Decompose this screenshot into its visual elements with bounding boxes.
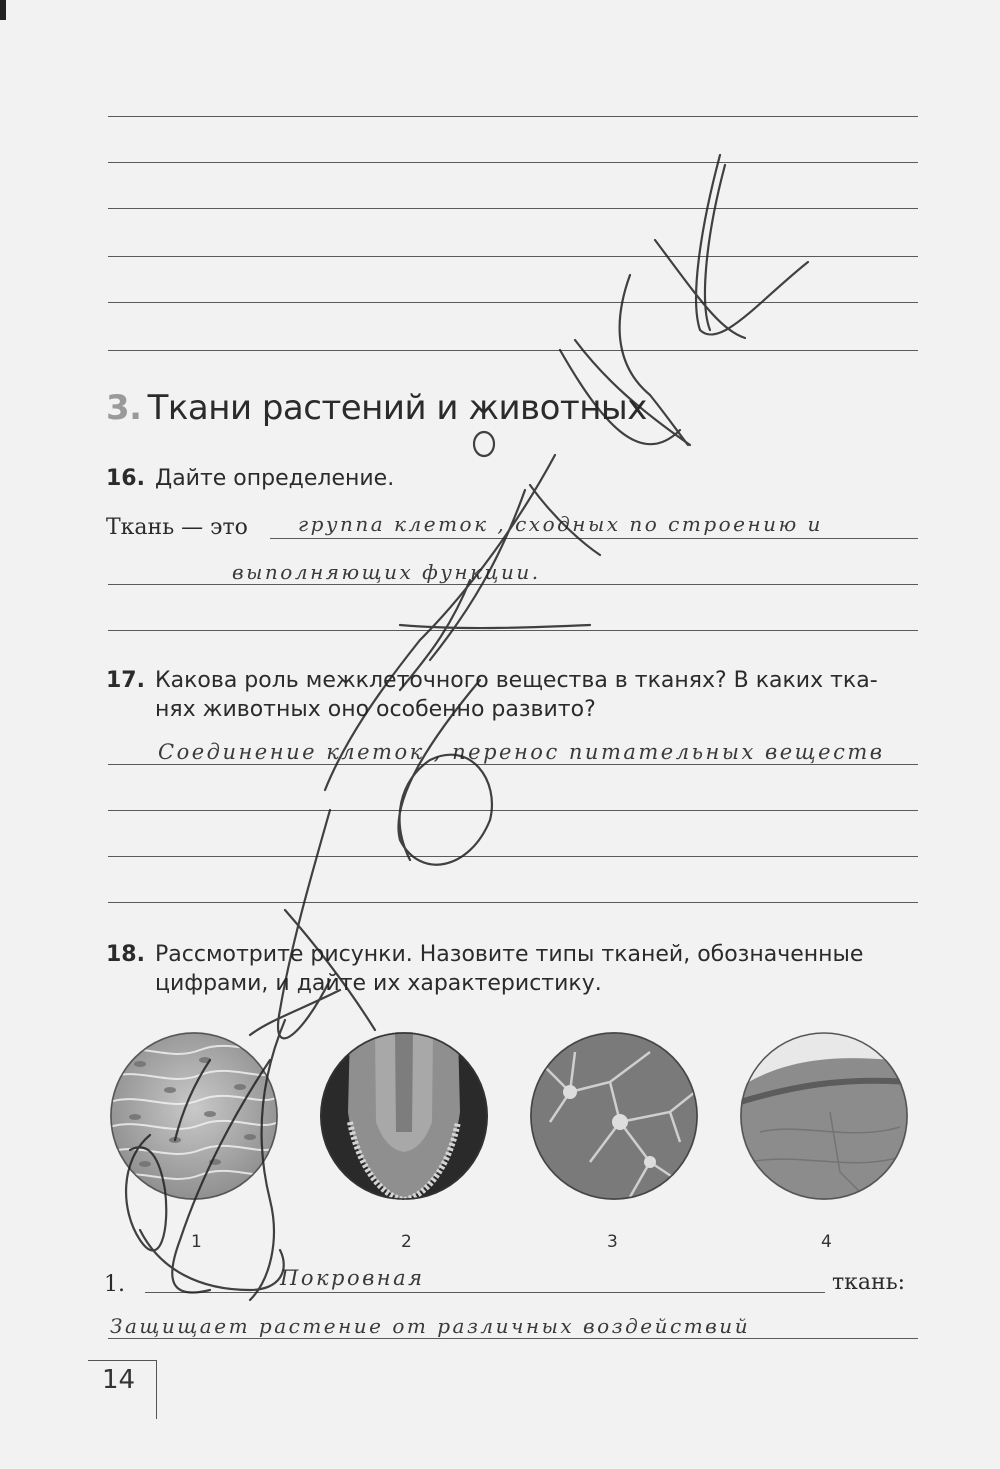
question-17-text: Какова роль межклеточного вещества в тканях? В каких тка- нях животных оно особенно развито? <box>155 668 878 722</box>
question-17-number: 17. <box>106 668 145 693</box>
answer-line <box>270 538 918 539</box>
answer-line <box>108 764 918 765</box>
figure-label: 4 <box>821 1232 832 1252</box>
answer-line <box>108 1338 918 1339</box>
answer-line <box>108 256 918 257</box>
answer-line <box>108 162 918 163</box>
answer-line <box>145 1292 825 1293</box>
item-1-suffix: ткань: <box>832 1270 906 1295</box>
micrograph-4-muscle-tissue <box>740 1032 908 1200</box>
answer-line <box>108 630 918 631</box>
answer-line <box>108 350 918 351</box>
micrograph-3-nerve-cells <box>530 1032 698 1200</box>
micrograph-1-epidermis <box>110 1032 278 1200</box>
section-number: 3. <box>106 388 142 428</box>
handwritten-answer-17: Соединение клеток , перенос питательных веществ <box>158 740 885 764</box>
answer-line <box>108 810 918 811</box>
question-16-text: Дайте определение. <box>155 466 395 491</box>
section-heading <box>106 388 647 428</box>
figure-label: 3 <box>607 1232 618 1252</box>
handwritten-answer-16-line1: группа клеток , сходных по строению и <box>298 512 823 536</box>
section-title-text: Ткани растений и животных <box>147 388 647 428</box>
micrograph-2-root-tip <box>320 1032 488 1200</box>
question-16-number: 16. <box>106 466 145 491</box>
question-18-text: Рассмотрите рисунки. Назовите типы тканей, обозначенные цифрами, и дайте их характеристику. <box>155 942 864 996</box>
handwritten-description-18-item1: Защищает растение от различных воздействий <box>110 1314 751 1338</box>
handwritten-answer-18-item1: Покровная <box>280 1266 425 1290</box>
item-1-number: 1. <box>104 1272 125 1297</box>
answer-line <box>108 208 918 209</box>
answer-line <box>108 902 918 903</box>
handwritten-answer-16-line2: выполняющих функции. <box>232 560 541 584</box>
page-number: 14 <box>102 1365 136 1395</box>
answer-line <box>108 584 918 585</box>
answer-line <box>108 856 918 857</box>
answer-line <box>108 302 918 303</box>
figure-label: 1 <box>191 1232 202 1252</box>
scan-edge-mark <box>0 0 6 20</box>
figure-label: 2 <box>401 1232 412 1252</box>
question-18-number: 18. <box>106 942 145 967</box>
answer-line <box>108 116 918 117</box>
definition-lead: Ткань — это <box>106 515 248 540</box>
